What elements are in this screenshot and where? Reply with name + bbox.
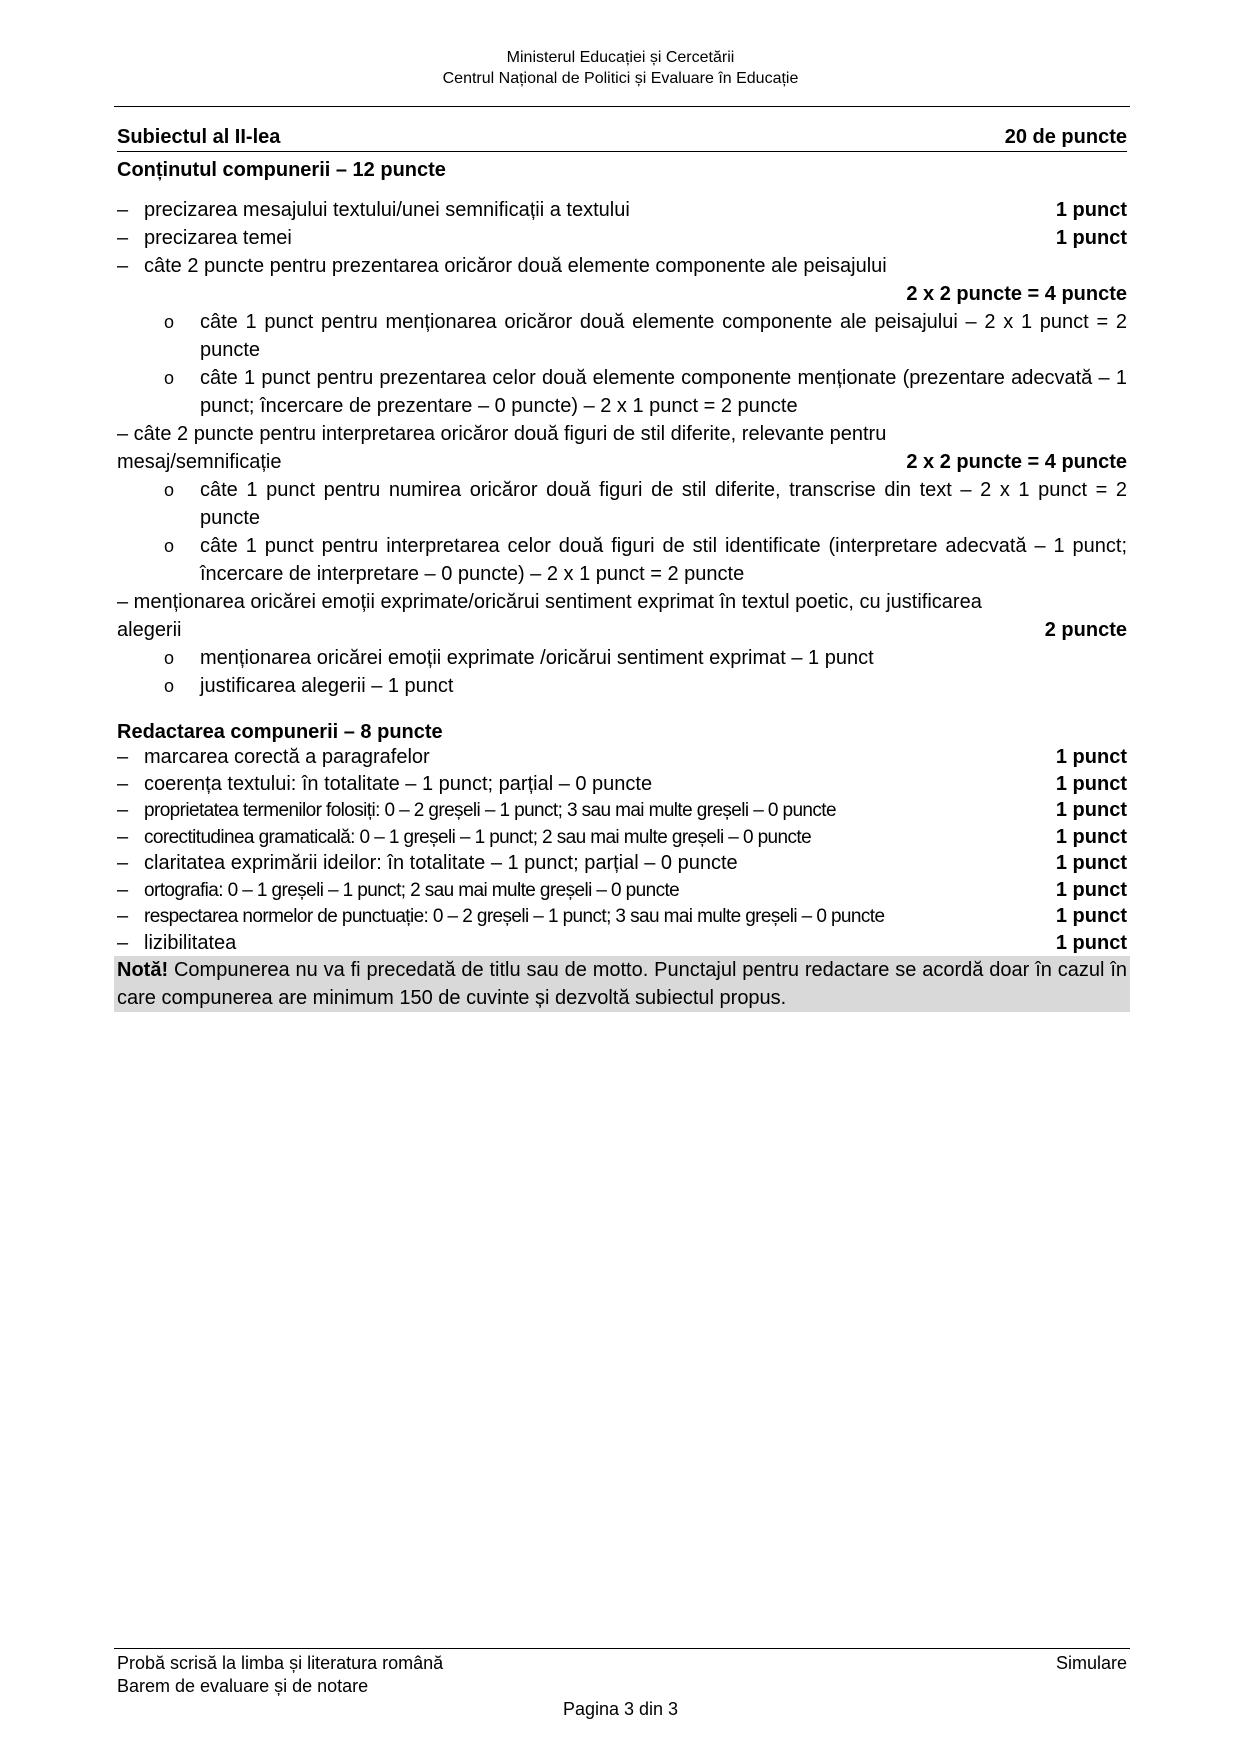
dash-marker: –	[117, 746, 129, 768]
item-text: ortografia: 0 – 1 greșeli – 1 punct; 2 sau mai multe greșeli – 0 puncte	[144, 879, 680, 901]
item-points: 1 punct	[1055, 799, 1127, 821]
figures-item-last-line	[117, 448, 1127, 476]
dash-marker: –	[117, 772, 129, 795]
dash-marker: –	[117, 799, 129, 821]
item-points: 1 punct	[1055, 905, 1127, 927]
item-text: câte 2 puncte pentru prezentarea oricăror două elemente componente ale peisajului	[144, 255, 887, 277]
footer-session: Simulare	[1055, 1653, 1127, 1673]
dash-marker: –	[117, 852, 129, 874]
item-points: 2 x 2 puncte = 4 puncte	[906, 283, 1127, 305]
dash-marker: –	[117, 227, 129, 249]
sub-list-item	[117, 672, 1127, 700]
page-number: Pagina 3 din 3	[562, 1699, 679, 1719]
subject-points: 20 de puncte	[1004, 126, 1127, 148]
bullet-marker: o	[164, 648, 175, 668]
item-points: 1 punct	[1055, 825, 1127, 848]
footer-document-type: Barem de evaluare și de notare	[117, 1676, 369, 1696]
sub-item-text: câte 1 punct pentru numirea oricăror două figuri de stil diferite, transcrise din text – 2 x 1 punct = 2 puncte	[200, 479, 1127, 529]
sub-item-text: câte 1 punct pentru prezentarea celor două elemente componente menționate (prezentare adecvată – 1 punct; încercare de prezentare – 0 puncte) – 2 x 1 punct = 2 puncte	[200, 367, 1127, 417]
dash-marker: –	[117, 825, 129, 848]
item-text: lizibilitatea	[144, 931, 237, 954]
item-text: precizarea temei	[144, 227, 292, 249]
list-item	[117, 224, 1127, 252]
sub-item-text: justificarea alegerii – 1 punct	[200, 675, 454, 697]
writing-section-title: Redactarea compunerii – 8 puncte	[117, 721, 443, 743]
dash-marker: –	[117, 255, 129, 277]
list-item	[117, 877, 1127, 904]
item-points: 2 puncte	[1044, 619, 1127, 641]
sub-list-item	[117, 476, 1127, 532]
main-content	[117, 126, 1127, 1012]
header-divider	[114, 106, 1130, 107]
dash-marker: –	[117, 931, 129, 954]
item-text: claritatea exprimării ideilor: în totalitate – 1 punct; parțial – 0 puncte	[144, 852, 738, 874]
figures-item-text: – câte 2 puncte pentru interpretarea oricăror două figuri de stil diferite, relevante pentru	[117, 423, 887, 445]
item-points: 1 punct	[1055, 772, 1127, 795]
item-points: 1 punct	[1055, 878, 1127, 901]
subject-title: Subiectul al II-lea	[117, 126, 281, 148]
item-points: 2 x 2 puncte = 4 puncte	[906, 451, 1127, 473]
list-item	[117, 771, 1127, 798]
note-box	[114, 956, 1130, 1012]
emotion-item-last-line	[117, 616, 1127, 644]
note-text: Compunerea nu va fi precedată de titlu sau de motto. Punctajul pentru redactare se acordă doar în cazul în care compunerea are minimum 150 de cuvinte și dezvoltă subiectul propus.	[117, 959, 1127, 1009]
note-label: Notă!	[117, 959, 169, 981]
list-item	[117, 797, 1127, 824]
list-item	[117, 196, 1127, 224]
header-center: Centrul Național de Politici și Evaluare în Educație	[442, 70, 799, 87]
dash-marker: –	[117, 199, 129, 221]
sub-item-text: menționarea oricărei emoții exprimate /oricărui sentiment exprimat – 1 punct	[200, 647, 874, 669]
sub-list-item	[117, 644, 1127, 672]
footer-exam-name: Probă scrisă la limba și literatura română	[117, 1653, 444, 1673]
bullet-marker: o	[164, 312, 175, 332]
dash-marker: –	[117, 905, 129, 927]
item-points: 1 punct	[1055, 931, 1127, 954]
bullet-marker: o	[164, 368, 175, 388]
list-item	[117, 850, 1127, 877]
emotion-item-text-cont: alegerii	[117, 619, 182, 641]
sub-list-item	[117, 364, 1127, 420]
footer-divider	[114, 1648, 1130, 1649]
item-points: 1 punct	[1055, 746, 1127, 768]
figures-item-text-cont: mesaj/semnificație	[117, 451, 282, 473]
list-item	[117, 930, 1127, 957]
item-text: proprietatea termenilor folosiți: 0 – 2 greșeli – 1 punct; 3 sau mai multe greșeli – 0 puncte	[144, 800, 836, 821]
item-text: precizarea mesajului textului/unei semnificații a textului	[144, 199, 630, 221]
list-item	[117, 744, 1127, 771]
item-points: 1 punct	[1055, 852, 1127, 874]
sub-list-item	[117, 308, 1127, 364]
sub-item-text: câte 1 punct pentru menționarea oricăror două elemente componente ale peisajului – 2 x 1 punct = 2 puncte	[200, 311, 1127, 361]
bullet-marker: o	[164, 480, 175, 500]
item-text: marcarea corectă a paragrafelor	[144, 746, 430, 768]
subject-title-row	[117, 126, 1127, 152]
sub-item-text: câte 1 punct pentru interpretarea celor două figuri de stil identificate (interpretare adecvată – 1 punct; încercare de interpretare – 0 puncte) – 2 x 1 punct = 2 puncte	[200, 535, 1127, 585]
item-points: 1 punct	[1055, 199, 1127, 221]
item-text: coerența textului: în totalitate – 1 punct; parțial – 0 puncte	[144, 772, 653, 795]
header-ministry: Ministerul Educației și Cercetării	[506, 49, 735, 66]
content-section-title: Conținutul compunerii – 12 puncte	[117, 159, 446, 181]
list-item	[117, 824, 1127, 851]
bullet-marker: o	[164, 536, 175, 556]
item-text: corectitudinea gramaticală: 0 – 1 greșeli – 1 punct; 2 sau mai multe greșeli – 0 puncte	[144, 826, 812, 848]
list-item	[117, 252, 1127, 280]
item-text: respectarea normelor de punctuație: 0 – 2 greșeli – 1 punct; 3 sau mai multe greșeli – 0 puncte	[144, 906, 885, 927]
bullet-marker: o	[164, 676, 175, 696]
item-points: 1 punct	[1055, 227, 1127, 249]
dash-marker: –	[117, 878, 129, 901]
sub-list-item	[117, 532, 1127, 588]
list-item	[117, 903, 1127, 930]
emotion-item-text: – menționarea oricărei emoții exprimate/oricărui sentiment exprimat în textul poetic, cu justificarea	[117, 591, 982, 613]
